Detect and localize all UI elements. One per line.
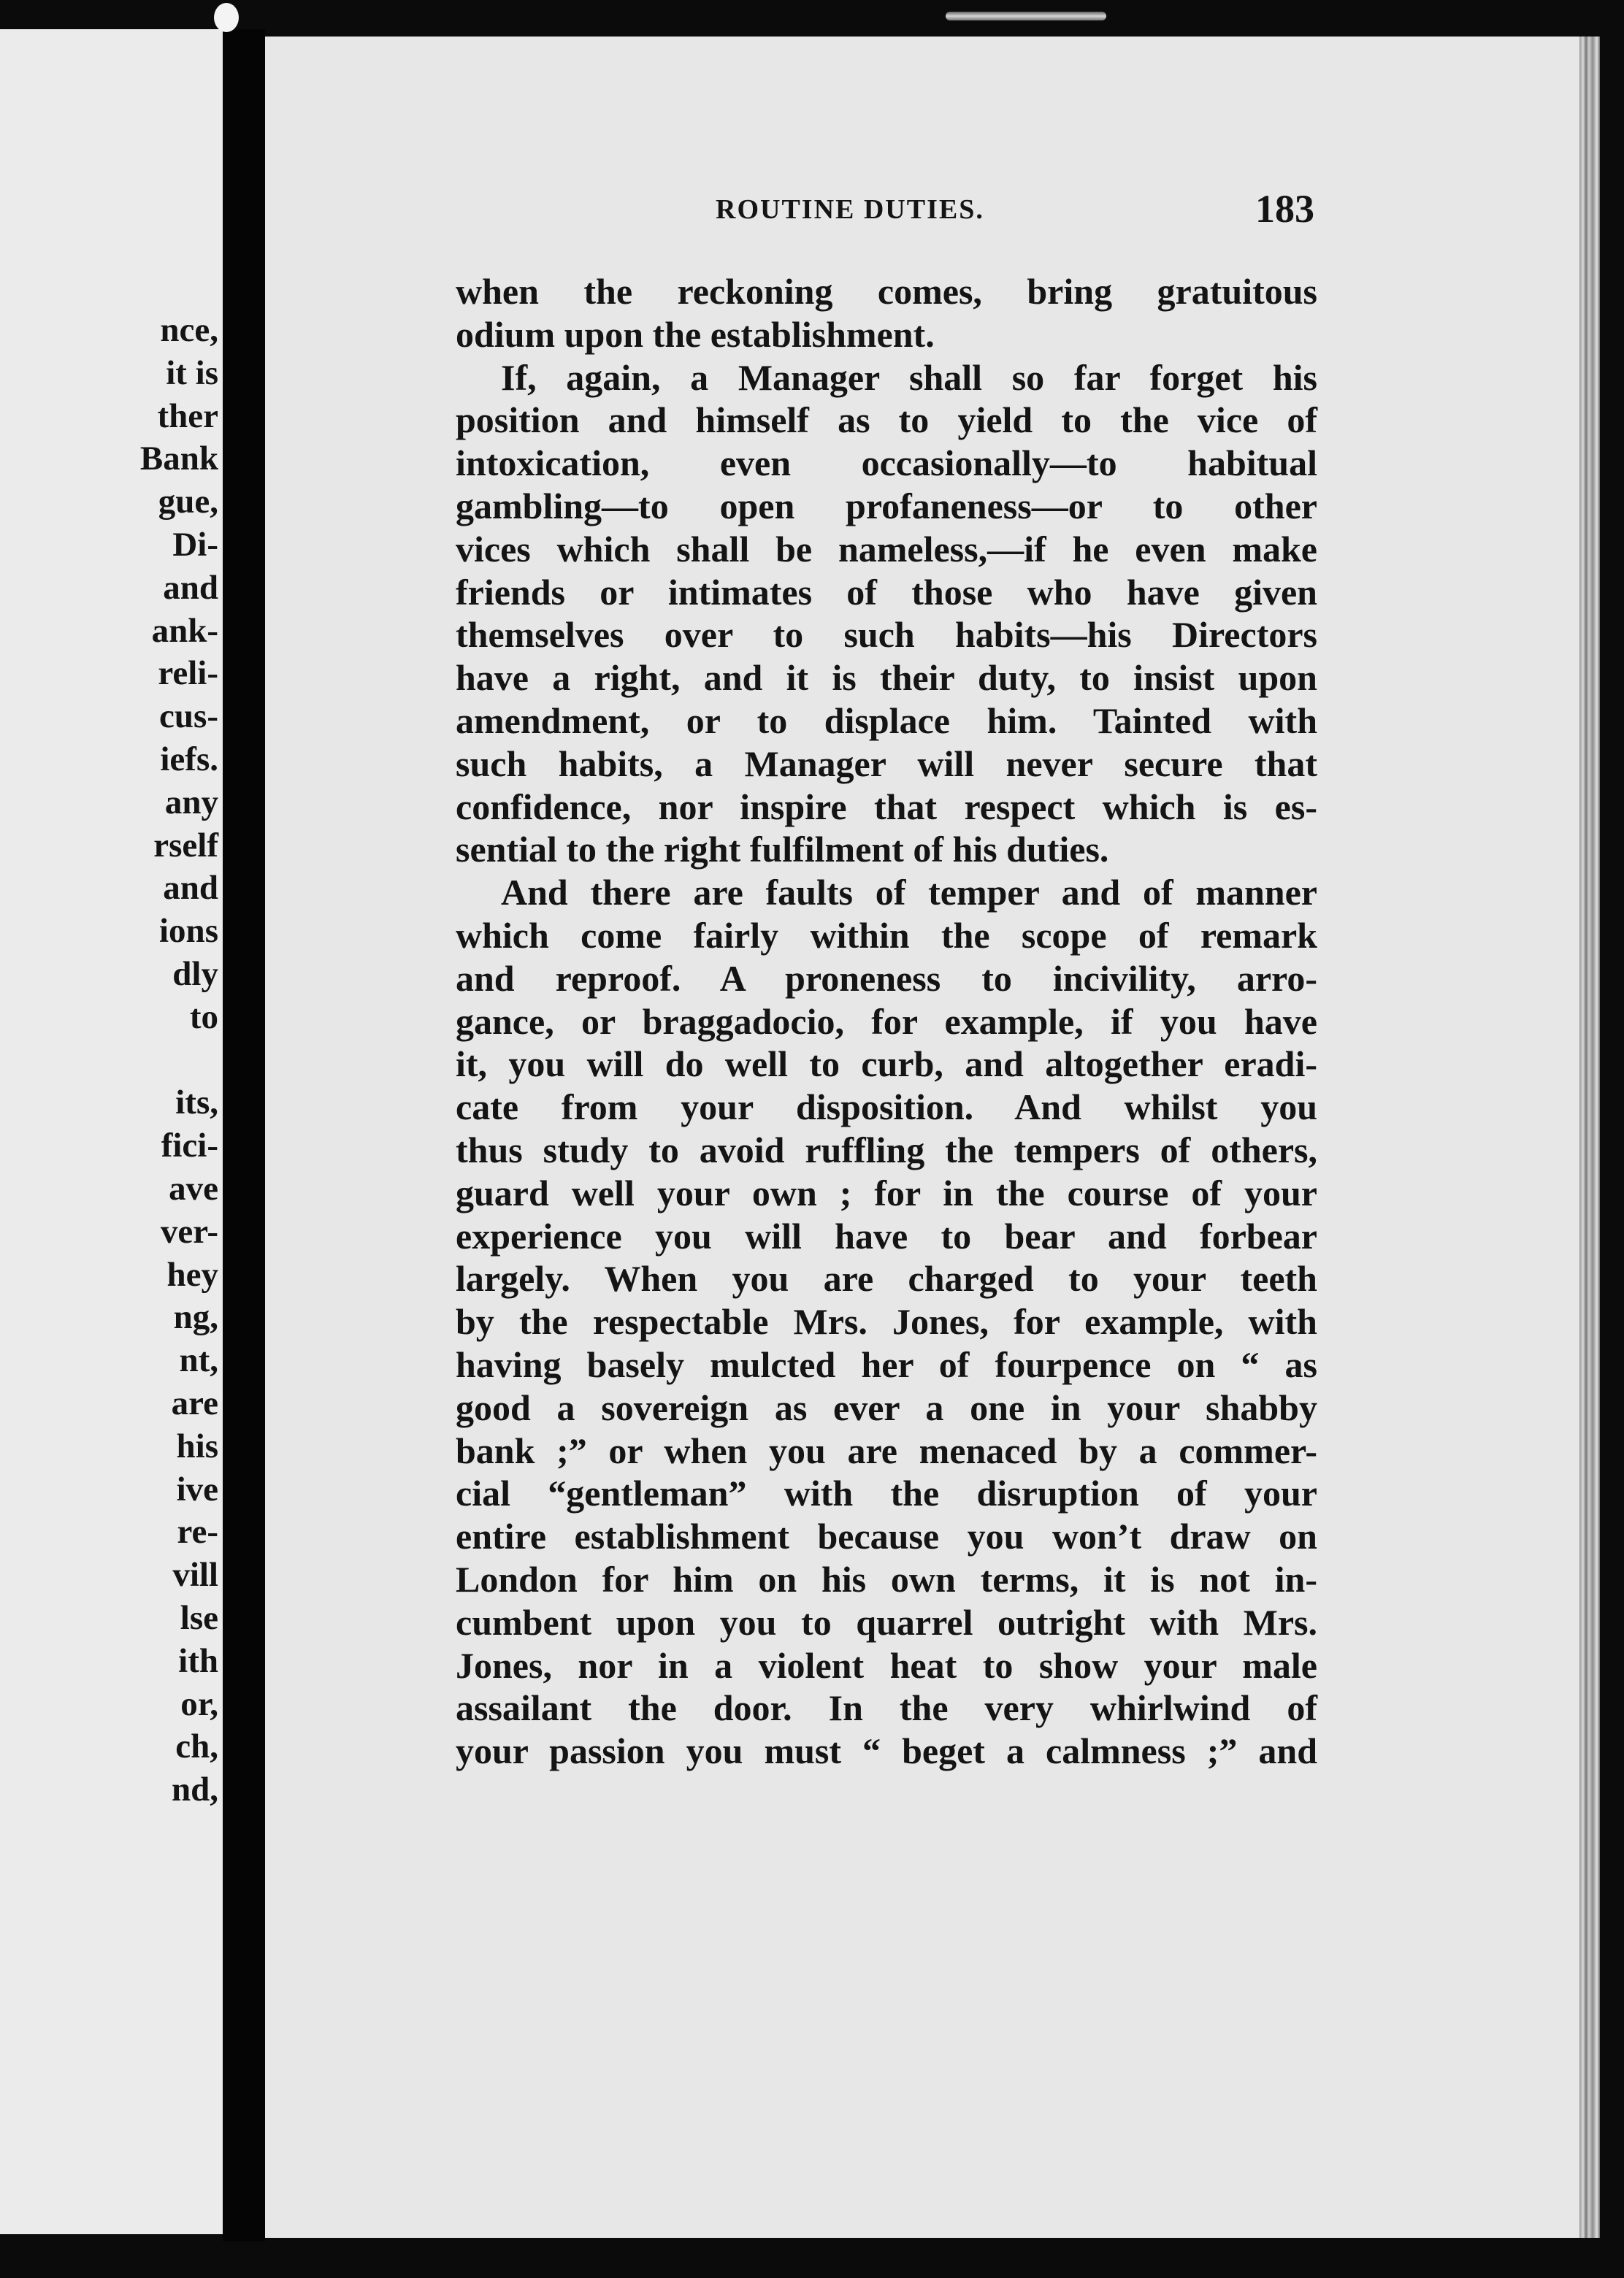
text-line: assailant the door. In the very whirlwind of [456,1687,1317,1729]
text-line: cial “gentleman” with the disruption of your [456,1473,1317,1514]
text-line: experience you will have to bear and forbear [456,1215,1317,1257]
text-line: having basely mulcted her of fourpence on “ as [456,1343,1317,1385]
paragraph [456,871,1317,1773]
text-line: your passion you must “ beget a calmness ;” and [456,1730,1317,1772]
text-line: it, you will do well to curb, and altogether eradi- [456,1043,1317,1085]
facing-page-line: Bank [139,440,218,478]
facing-page-line: or, [180,1684,218,1723]
facing-page-line: ith [178,1641,218,1680]
facing-page-line: ver- [160,1212,218,1251]
text-line: guard well your own ; for in the course of your [456,1172,1317,1213]
facing-page-line: nt, [179,1341,218,1380]
text-line: Jones, nor in a violent heat to show your male [456,1644,1317,1686]
text-line: odium upon the establishment. [456,313,935,355]
text-line: by the respectable Mrs. Jones, for example, with [456,1301,1317,1343]
facing-page-line: are [171,1384,218,1422]
facing-page-line: vill [172,1556,218,1595]
text-line: cate from your disposition. And whilst you [456,1086,1317,1128]
facing-page-line: ank- [151,611,218,650]
text-line: gambling—to open profaneness—or to other [456,485,1317,526]
text-line: And there are faults of temper and of manner [501,872,1317,913]
facing-page-line: ions [159,912,218,951]
facing-page-line: any [164,783,218,821]
text-line: entire establishment because you won’t draw on [456,1516,1317,1557]
facing-page-line: to [189,997,218,1036]
scan-artifact-strip [946,12,1106,20]
text-line: have a right, and it is their duty, to insist upon [456,657,1317,699]
facing-page-line: it is [166,353,218,392]
text-line: cumbent upon you to quarrel outright with Mrs. [456,1601,1317,1643]
text-line: and reproof. A proneness to incivility, arro- [456,957,1317,999]
facing-page-line [140,1039,218,1082]
facing-page-line: Di- [172,525,218,564]
text-line: sential to the right fulfilment of his duties. [456,829,1109,870]
running-header [716,186,1314,230]
facing-page-line: and [163,869,218,908]
facing-page-line: cus- [159,697,218,736]
text-line: If, again, a Manager shall so far forget his [501,356,1317,398]
facing-page-line: ch, [175,1727,218,1766]
facing-page-line: nd, [171,1771,218,1809]
text-line: good a sovereign as ever a one in your shabby [456,1387,1317,1428]
facing-page-line: hey [166,1255,218,1294]
text-line: bank ;” or when you are menaced by a commer- [456,1430,1317,1471]
facing-page-line: reli- [158,654,218,693]
text-line: gance, or braggadocio, for example, if you have [456,1000,1317,1042]
page-edge [1579,37,1600,2238]
scan-artifact-hole [214,3,239,32]
facing-page-left [0,29,223,2234]
text-line: such habits, a Manager will never secure that [456,743,1317,784]
running-head-title: ROUTINE DUTIES. [716,194,984,225]
text-line: position and himself as to yield to the vice of [456,399,1317,441]
text-line: which come fairly within the scope of remark [456,914,1317,956]
text-line: themselves over to such habits—his Directors [456,614,1317,656]
text-line: vices which shall be nameless,—if he even make [456,528,1317,570]
facing-page-line: and [163,568,218,607]
book-gutter [223,29,265,2241]
text-line: London for him on his own terms, it is not in- [456,1558,1317,1600]
text-line: friends or intimates of those who have given [456,571,1317,613]
paragraph [456,270,1317,356]
page-number: 183 [1255,187,1314,231]
facing-page-line: iefs. [160,740,218,778]
text-line: intoxication, even occasionally—to habitual [456,442,1317,484]
facing-page-line: ther [157,396,218,435]
text-line: when the reckoning comes, bring gratuitous [456,271,1317,312]
facing-page-line: ng, [173,1298,218,1337]
body-text [456,270,1317,1773]
facing-page-line: re- [177,1513,218,1552]
facing-page-text-fragments [140,309,218,1811]
facing-page-line: rself [153,826,218,864]
facing-page-line: fici- [161,1127,218,1165]
facing-page-line: lse [180,1598,218,1637]
facing-page-line: nce, [160,311,218,349]
facing-page-line: ave [169,1169,218,1208]
text-line: thus study to avoid ruffling the tempers of others, [456,1129,1317,1170]
paragraph [456,356,1317,872]
facing-page-line: its, [175,1084,218,1122]
facing-page-line: dly [172,954,218,993]
text-line: confidence, nor inspire that respect which is es- [456,786,1317,827]
text-line: largely. When you are charged to your teeth [456,1258,1317,1300]
facing-page-line: his [176,1427,218,1465]
facing-page-line: ive [176,1470,218,1508]
text-line: amendment, or to displace him. Tainted with [456,699,1317,741]
facing-page-line: gue, [158,483,218,521]
